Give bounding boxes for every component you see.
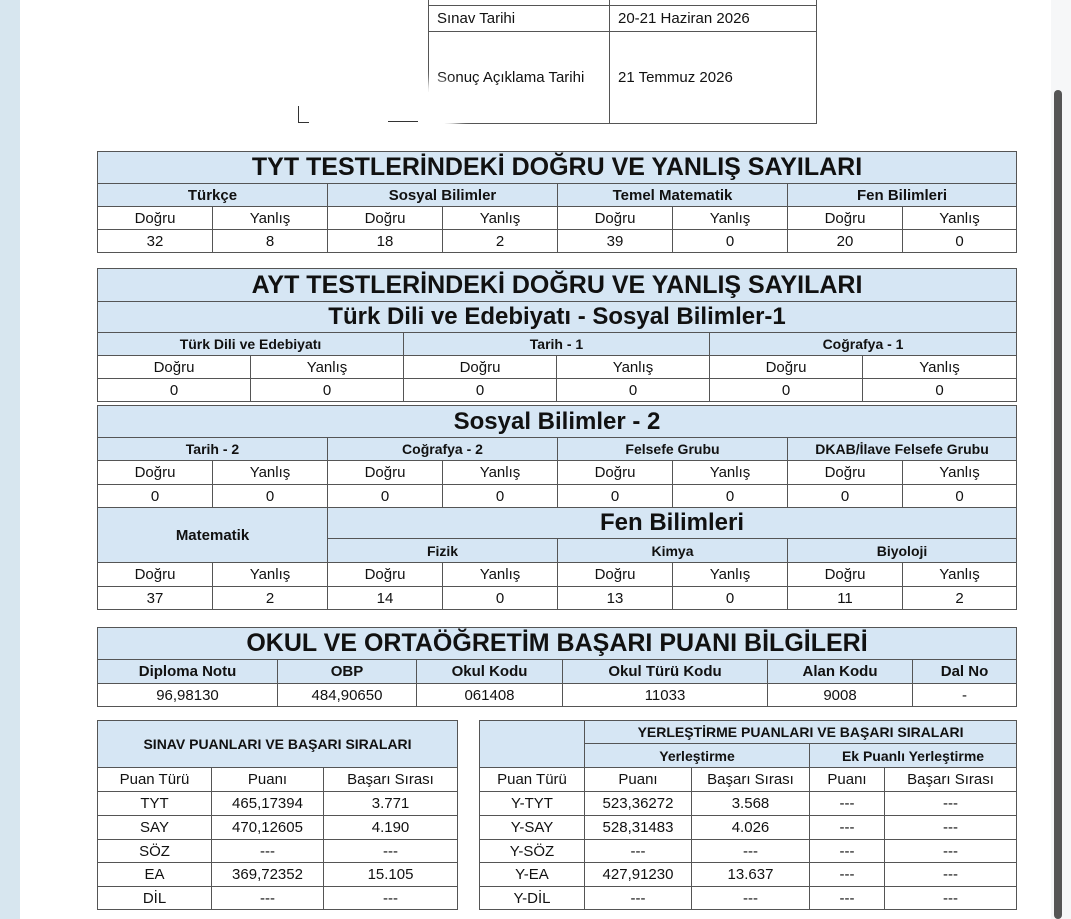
extra-rank: --- bbox=[885, 792, 1017, 816]
col-yanlis: Yanlış bbox=[443, 207, 558, 230]
tyt-table bbox=[97, 151, 1017, 253]
tyt-subject-sosyal: Sosyal Bilimler bbox=[328, 184, 558, 207]
placement-blank-header bbox=[480, 721, 585, 768]
value-cell: 0 bbox=[328, 485, 443, 508]
exam-date-label: Sınav Tarihi bbox=[429, 6, 610, 32]
score-value: 369,72352 bbox=[212, 863, 324, 887]
vertical-scrollbar[interactable] bbox=[1054, 90, 1062, 919]
ayt-subject-edebiyat: Türk Dili ve Edebiyatı bbox=[98, 333, 404, 356]
exam-scores-header: Başarı Sırası bbox=[324, 768, 458, 792]
placement-header: Başarı Sırası bbox=[692, 768, 810, 792]
col-dogru: Doğru bbox=[328, 207, 443, 230]
col-dogru: Doğru bbox=[98, 461, 213, 485]
value-cell: 0 bbox=[98, 485, 213, 508]
value-cell: 32 bbox=[98, 230, 213, 253]
extra-value: --- bbox=[810, 816, 885, 840]
value-cell: 2 bbox=[443, 230, 558, 253]
exam-date-value: 20-21 Haziran 2026 bbox=[610, 6, 817, 32]
value-cell: 0 bbox=[98, 379, 251, 402]
ayt-subject-tarih1: Tarih - 1 bbox=[404, 333, 710, 356]
school-value: 9008 bbox=[768, 684, 913, 707]
col-dogru: Doğru bbox=[558, 461, 673, 485]
ayt-section2-title: Sosyal Bilimler - 2 bbox=[98, 406, 1017, 438]
placement-value: 523,36272 bbox=[585, 792, 692, 816]
ayt-table-part1 bbox=[97, 268, 1017, 402]
value-cell: 0 bbox=[443, 587, 558, 610]
placement-value: --- bbox=[585, 887, 692, 910]
corner-mark bbox=[298, 106, 309, 123]
extra-value: --- bbox=[810, 840, 885, 863]
placement-value: 427,91230 bbox=[585, 863, 692, 887]
col-yanlis: Yanlış bbox=[557, 356, 710, 379]
ayt-fen-title: Fen Bilimleri bbox=[328, 508, 1017, 539]
value-cell: 0 bbox=[404, 379, 557, 402]
ayt-subject-felsefe: Felsefe Grubu bbox=[558, 438, 788, 461]
placement-title: YERLEŞTİRME PUANLARI VE BAŞARI SIRALARI bbox=[585, 721, 1017, 744]
col-yanlis: Yanlış bbox=[903, 207, 1017, 230]
col-yanlis: Yanlış bbox=[863, 356, 1017, 379]
ayt-subject-matematik: Matematik bbox=[98, 508, 328, 563]
underline-mark bbox=[388, 121, 418, 122]
placement-type: Y-DİL bbox=[480, 887, 585, 910]
col-yanlis: Yanlış bbox=[213, 461, 328, 485]
exam-scores-title: SINAV PUANLARI VE BAŞARI SIRALARI bbox=[98, 721, 458, 768]
col-dogru: Doğru bbox=[98, 356, 251, 379]
score-value: --- bbox=[212, 887, 324, 910]
ayt-subject-tarih2: Tarih - 2 bbox=[98, 438, 328, 461]
ayt-title: AYT TESTLERİNDEKİ DOĞRU VE YANLIŞ SAYILARI bbox=[98, 269, 1017, 302]
value-cell: 0 bbox=[903, 230, 1017, 253]
tyt-subject-matematik: Temel Matematik bbox=[558, 184, 788, 207]
extra-rank: --- bbox=[885, 887, 1017, 910]
col-dogru: Doğru bbox=[328, 563, 443, 587]
col-yanlis: Yanlış bbox=[903, 563, 1017, 587]
ayt-subject-dkab: DKAB/İlave Felsefe Grubu bbox=[788, 438, 1017, 461]
ayt-section1-title: Türk Dili ve Edebiyatı - Sosyal Bilimler-1 bbox=[98, 302, 1017, 333]
col-dogru: Doğru bbox=[98, 563, 213, 587]
tyt-subject-fen: Fen Bilimleri bbox=[788, 184, 1017, 207]
col-yanlis: Yanlış bbox=[673, 563, 788, 587]
ayt-subject-biyoloji: Biyoloji bbox=[788, 539, 1017, 563]
score-type: EA bbox=[98, 863, 212, 887]
value-cell: 0 bbox=[213, 485, 328, 508]
school-header: Dal No bbox=[913, 660, 1017, 684]
placement-type: Y-SÖZ bbox=[480, 840, 585, 863]
ayt-subject-kimya: Kimya bbox=[558, 539, 788, 563]
extra-rank: --- bbox=[885, 863, 1017, 887]
score-value: --- bbox=[212, 840, 324, 863]
col-yanlis: Yanlış bbox=[903, 461, 1017, 485]
score-rank: --- bbox=[324, 887, 458, 910]
col-dogru: Doğru bbox=[788, 207, 903, 230]
extra-rank: --- bbox=[885, 840, 1017, 863]
col-yanlis: Yanlış bbox=[443, 563, 558, 587]
col-dogru: Doğru bbox=[328, 461, 443, 485]
col-yanlis: Yanlış bbox=[213, 563, 328, 587]
placement-header: Puan Türü bbox=[480, 768, 585, 792]
col-dogru: Doğru bbox=[788, 563, 903, 587]
col-dogru: Doğru bbox=[558, 207, 673, 230]
value-cell: 14 bbox=[328, 587, 443, 610]
score-value: 465,17394 bbox=[212, 792, 324, 816]
result-date-value: 21 Temmuz 2026 bbox=[610, 32, 817, 124]
extra-value: --- bbox=[810, 792, 885, 816]
placement-value: --- bbox=[585, 840, 692, 863]
ayt-subject-cografya1: Coğrafya - 1 bbox=[710, 333, 1017, 356]
placement-type: Y-TYT bbox=[480, 792, 585, 816]
placement-header: Puanı bbox=[810, 768, 885, 792]
col-dogru: Doğru bbox=[404, 356, 557, 379]
value-cell: 2 bbox=[903, 587, 1017, 610]
left-margin-strip bbox=[0, 0, 20, 919]
value-cell: 18 bbox=[328, 230, 443, 253]
value-cell: 0 bbox=[557, 379, 710, 402]
placement-group-ek-puanli: Ek Puanlı Yerleştirme bbox=[810, 744, 1017, 768]
school-header: Okul Kodu bbox=[417, 660, 563, 684]
value-cell: 0 bbox=[710, 379, 863, 402]
value-cell: 8 bbox=[213, 230, 328, 253]
score-rank: 15.105 bbox=[324, 863, 458, 887]
school-header: OBP bbox=[278, 660, 417, 684]
value-cell: 0 bbox=[673, 230, 788, 253]
score-value: 470,12605 bbox=[212, 816, 324, 840]
extra-value: --- bbox=[810, 887, 885, 910]
tyt-subject-turkce: Türkçe bbox=[98, 184, 328, 207]
school-header: Alan Kodu bbox=[768, 660, 913, 684]
score-type: SAY bbox=[98, 816, 212, 840]
ayt-subject-fizik: Fizik bbox=[328, 539, 558, 563]
exam-scores-header: Puanı bbox=[212, 768, 324, 792]
tyt-title: TYT TESTLERİNDEKİ DOĞRU VE YANLIŞ SAYILARI bbox=[98, 152, 1017, 184]
value-cell: 0 bbox=[251, 379, 404, 402]
placement-rank: 4.026 bbox=[692, 816, 810, 840]
col-yanlis: Yanlış bbox=[673, 207, 788, 230]
extra-rank: --- bbox=[885, 816, 1017, 840]
score-type: TYT bbox=[98, 792, 212, 816]
placement-rank: 13.637 bbox=[692, 863, 810, 887]
placement-value: 528,31483 bbox=[585, 816, 692, 840]
value-cell: 0 bbox=[788, 485, 903, 508]
value-cell: 11 bbox=[788, 587, 903, 610]
value-cell: 2 bbox=[213, 587, 328, 610]
ayt-subject-cografya2: Coğrafya - 2 bbox=[328, 438, 558, 461]
value-cell: 13 bbox=[558, 587, 673, 610]
score-type: DİL bbox=[98, 887, 212, 910]
ayt-table-part2 bbox=[97, 405, 1017, 610]
value-cell: 0 bbox=[903, 485, 1017, 508]
value-cell: 0 bbox=[863, 379, 1017, 402]
score-type: SÖZ bbox=[98, 840, 212, 863]
placement-type: Y-SAY bbox=[480, 816, 585, 840]
score-rank: 3.771 bbox=[324, 792, 458, 816]
placement-header: Puanı bbox=[585, 768, 692, 792]
placement-type: Y-EA bbox=[480, 863, 585, 887]
col-dogru: Doğru bbox=[710, 356, 863, 379]
value-cell: 20 bbox=[788, 230, 903, 253]
value-cell: 0 bbox=[673, 587, 788, 610]
result-date-label: Sonuç Açıklama Tarihi bbox=[429, 32, 610, 124]
school-value: - bbox=[913, 684, 1017, 707]
placement-rank: --- bbox=[692, 887, 810, 910]
col-yanlis: Yanlış bbox=[673, 461, 788, 485]
exam-info-table bbox=[428, 0, 817, 124]
school-value: 061408 bbox=[417, 684, 563, 707]
school-header: Okul Türü Kodu bbox=[563, 660, 768, 684]
school-header: Diploma Notu bbox=[98, 660, 278, 684]
exam-scores-header: Puan Türü bbox=[98, 768, 212, 792]
col-yanlis: Yanlış bbox=[443, 461, 558, 485]
value-cell: 39 bbox=[558, 230, 673, 253]
col-dogru: Doğru bbox=[558, 563, 673, 587]
school-value: 484,90650 bbox=[278, 684, 417, 707]
col-dogru: Doğru bbox=[98, 207, 213, 230]
value-cell: 0 bbox=[443, 485, 558, 508]
placement-group-yerlestirme: Yerleştirme bbox=[585, 744, 810, 768]
school-value: 96,98130 bbox=[98, 684, 278, 707]
score-rank: --- bbox=[324, 840, 458, 863]
col-yanlis: Yanlış bbox=[251, 356, 404, 379]
value-cell: 37 bbox=[98, 587, 213, 610]
exam-scores-table bbox=[97, 720, 458, 910]
placement-rank: --- bbox=[692, 840, 810, 863]
value-cell: 0 bbox=[558, 485, 673, 508]
school-title: OKUL VE ORTAÖĞRETİM BAŞARI PUANI BİLGİLERİ bbox=[98, 628, 1017, 660]
placement-scores-table bbox=[479, 720, 1017, 910]
placement-header: Başarı Sırası bbox=[885, 768, 1017, 792]
score-rank: 4.190 bbox=[324, 816, 458, 840]
school-info-table bbox=[97, 627, 1017, 707]
placement-rank: 3.568 bbox=[692, 792, 810, 816]
col-yanlis: Yanlış bbox=[213, 207, 328, 230]
redacted-area bbox=[290, 92, 450, 126]
value-cell: 0 bbox=[673, 485, 788, 508]
extra-value: --- bbox=[810, 863, 885, 887]
col-dogru: Doğru bbox=[788, 461, 903, 485]
school-value: 11033 bbox=[563, 684, 768, 707]
